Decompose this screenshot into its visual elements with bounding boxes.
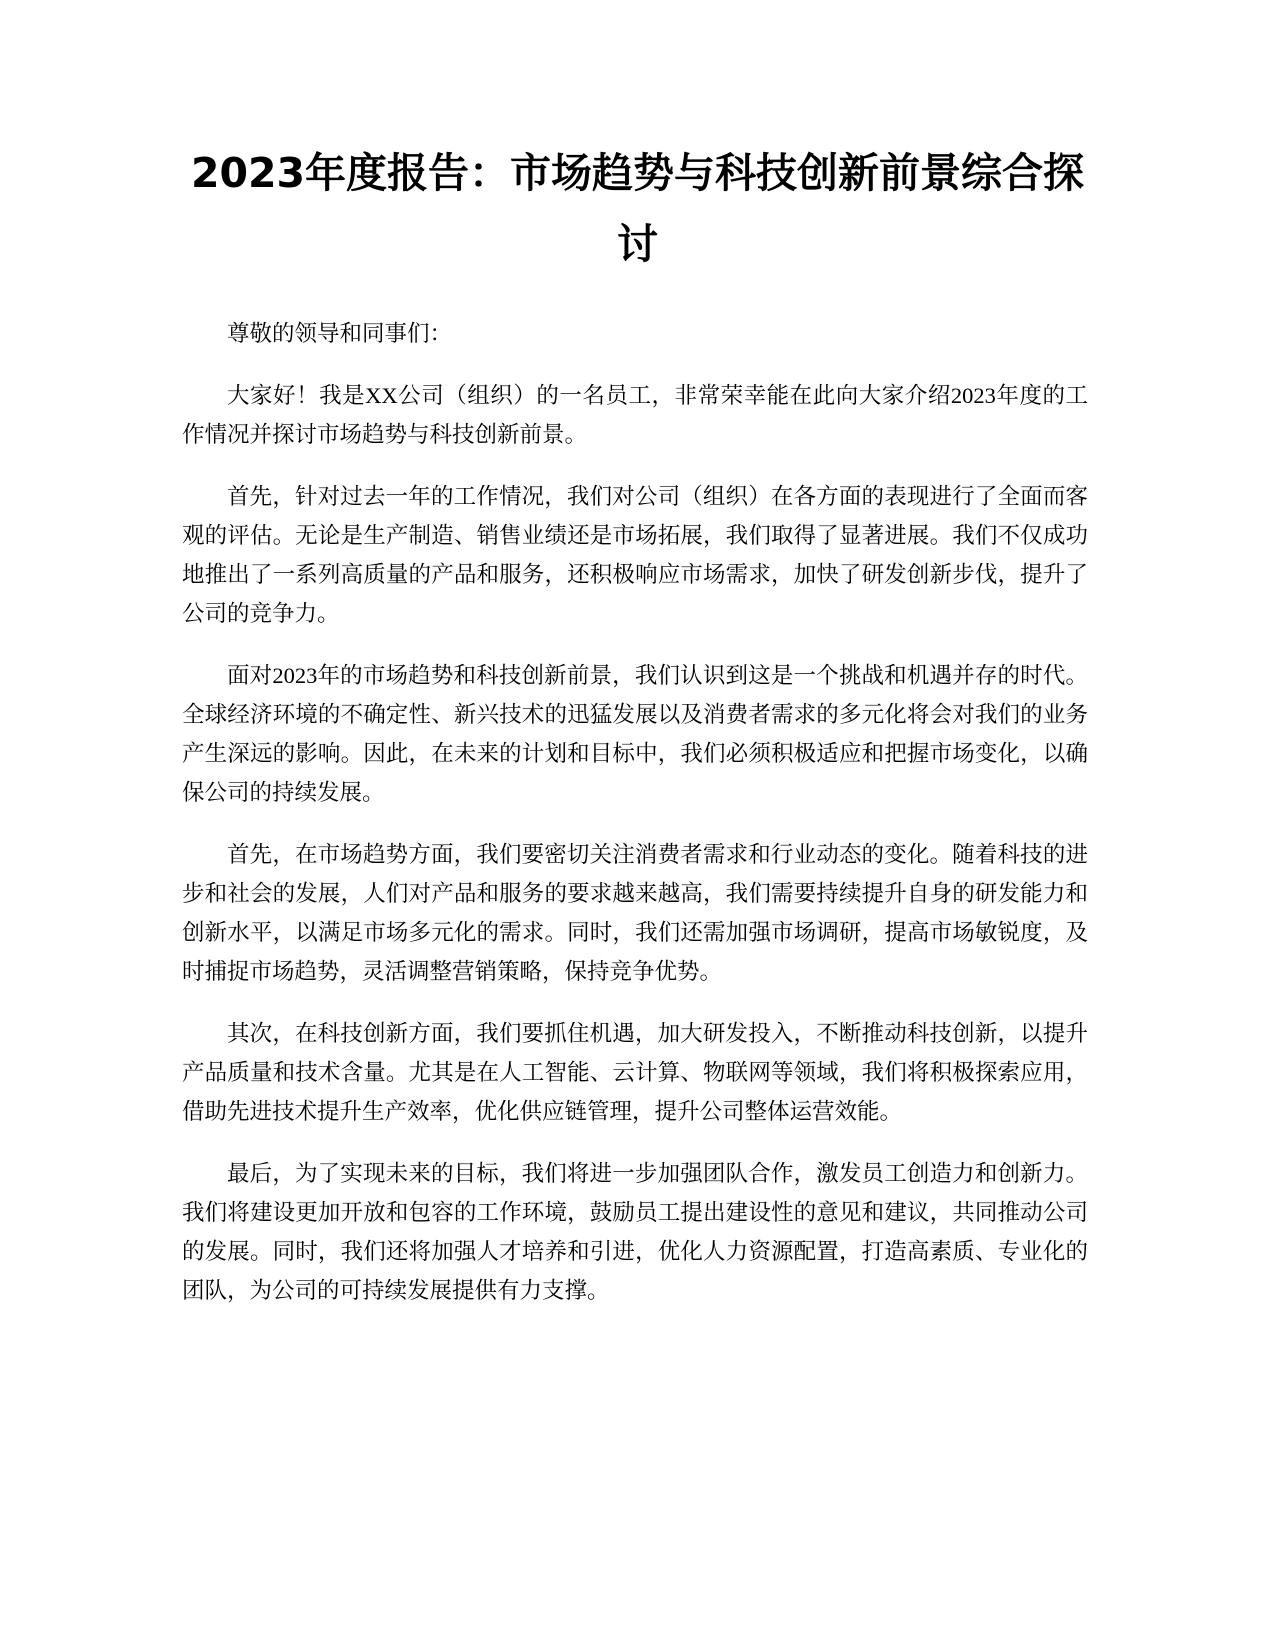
intro-paragraph: 大家好！我是XX公司（组织）的一名员工，非常荣幸能在此向大家介绍2023年度的工作情况并探讨市场趋势与科技创新前景。 [182,383,1088,447]
market-trend-paragraph: 首先，在市场趋势方面，我们要密切关注消费者需求和行业动态的变化。随着科技的进步和社会的发展，人们对产品和服务的要求越来越高，我们需要持续提升自身的研发能力和创新水平，以满足市场多元化的需求。同时，我们还需加强市场调研，提高市场敏锐度，及时捕捉市场趋势，灵活调整营销策略，保持竞争优势。 [182,842,1088,984]
teamwork-paragraph: 最后，为了实现未来的目标，我们将进一步加强团队合作，激发员工创造力和创新力。我们将建设更加开放和包容的工作环境，鼓励员工提出建设性的意见和建议，共同推动公司的发展。同时，我们还将加强人才培养和引进，优化人力资源配置，打造高素质、专业化的团队，为公司的可持续发展提供有力支撑。 [182,1161,1088,1303]
document-title: 2023年度报告：市场趋势与科技创新前景综合探讨 [190,149,1085,268]
outlook-paragraph: 面对2023年的市场趋势和科技创新前景，我们认识到这是一个挑战和机遇并存的时代。全球经济环境的不确定性、新兴技术的迅猛发展以及消费者需求的多元化将会对我们的业务产生深远的影响。因此，在未来的计划和目标中，我们必须积极适应和把握市场变化，以确保公司的持续发展。 [182,663,1088,805]
tech-innovation-paragraph: 其次，在科技创新方面，我们要抓住机遇，加大研发投入，不断推动科技创新，以提升产品质量和技术含量。尤其是在人工智能、云计算、物联网等领域，我们将积极探索应用，借助先进技术提升生产效率，优化供应链管理，提升公司整体运营效能。 [182,1021,1088,1124]
salutation-paragraph: 尊敬的领导和同事们： [227,321,453,346]
review-paragraph: 首先，针对过去一年的工作情况，我们对公司（组织）在各方面的表现进行了全面而客观的评估。无论是生产制造、销售业绩还是市场拓展，我们取得了显著进展。我们不仅成功地推出了一系列高质量的产品和服务，还积极响应市场需求，加快了研发创新步伐，提升了公司的竞争力。 [182,484,1088,626]
document-body [182,314,1088,1333]
